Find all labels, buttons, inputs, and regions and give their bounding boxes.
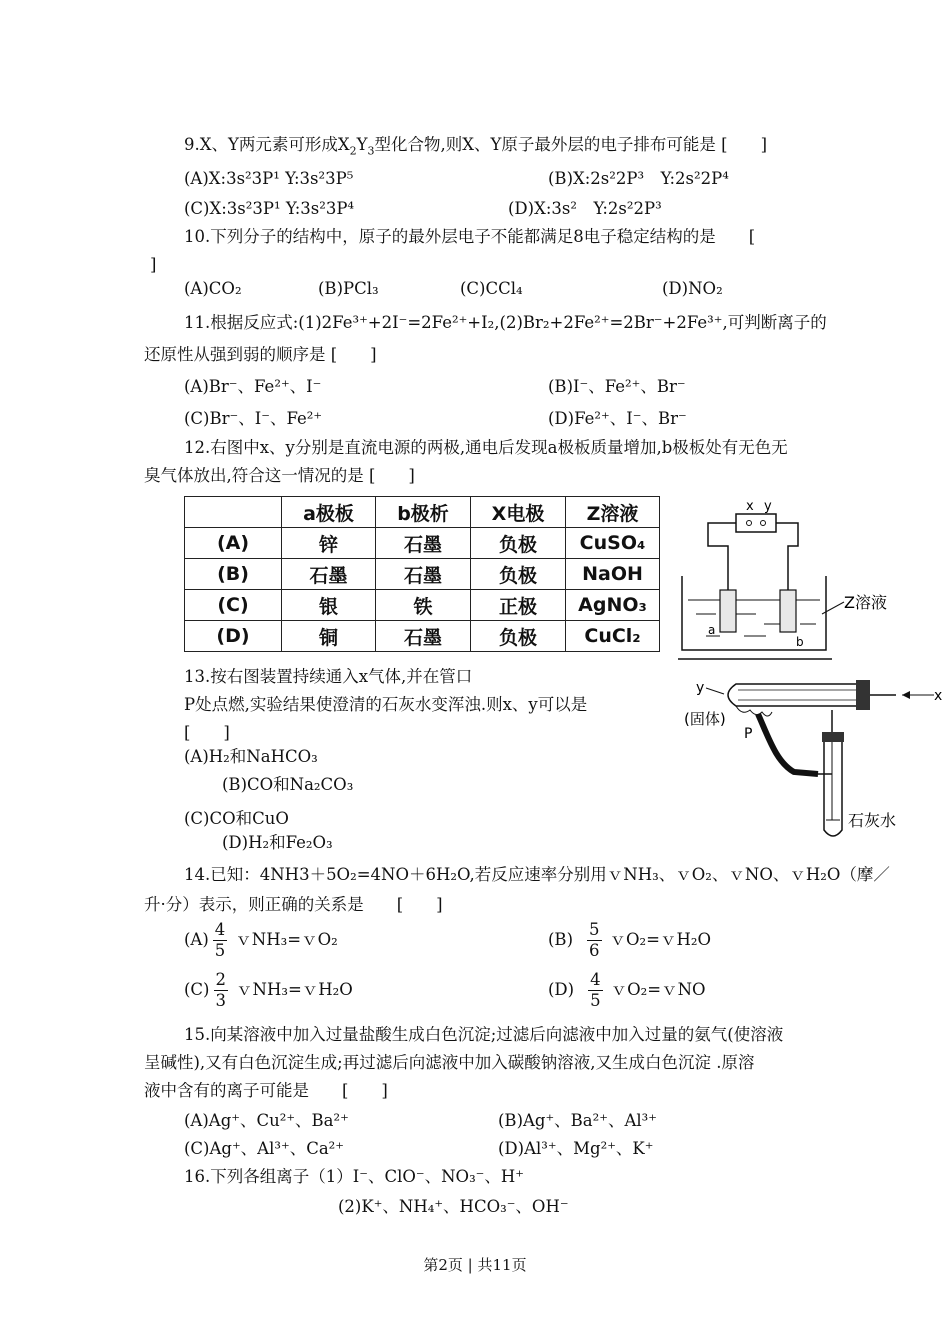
- table-header-cell: [185, 497, 282, 528]
- q9-option-d: (D)X:3s² Y:2s²2P³: [508, 199, 662, 218]
- flame-icon: [736, 706, 772, 716]
- fraction-num: 4: [214, 920, 226, 939]
- q14-c-label: (C): [184, 980, 210, 999]
- q10-option-d: (D)NO₂: [662, 279, 723, 298]
- terminal-icon: [761, 521, 766, 526]
- fig-solid-label: (固体): [684, 710, 726, 728]
- fig-z-label: Z溶液: [844, 593, 887, 612]
- table-cell: (B): [185, 559, 282, 590]
- fraction-den: 6: [589, 941, 600, 960]
- q11-option-b: (B)I⁻、Fe²⁺、Br⁻: [548, 377, 686, 396]
- q10-option-c: (C)CCl₄: [460, 279, 523, 298]
- power-source-box: [736, 514, 776, 532]
- q13-option-a: (A)H₂和NaHCO₃: [184, 747, 318, 766]
- page-footer: 第2页 | 共11页: [423, 1256, 527, 1274]
- q14-option-a: [184, 918, 338, 962]
- fraction: [213, 920, 228, 961]
- arrow-icon: [902, 691, 910, 699]
- q11-option-a: (A)Br⁻、Fe²⁺、I⁻: [184, 377, 322, 396]
- q9-mid: Y: [356, 135, 368, 154]
- fig-a-label: a: [708, 623, 716, 637]
- fraction: [214, 970, 229, 1011]
- table-row: [185, 528, 660, 559]
- q12-line1: 12.右图中x、y分别是直流电源的两极,通电后发现a极板质量增加,b极板处有无色无: [184, 438, 788, 457]
- fraction-den: 3: [215, 991, 226, 1010]
- fig-p-label: P: [744, 726, 753, 742]
- q14-d-text: ｖO₂=ｖNO: [610, 980, 706, 999]
- table-cell: 石墨: [376, 559, 471, 590]
- q16-line2: (2)K⁺、NH₄⁺、HCO₃⁻、OH⁻: [338, 1197, 569, 1216]
- q15-line1: 15.向某溶液中加入过量盐酸生成白色沉淀;过滤后向滤液中加入过量的氨气(使溶液: [184, 1025, 784, 1044]
- q10-bracket-end: ]: [150, 255, 157, 274]
- table-cell: 铁: [376, 590, 471, 621]
- table-header-cell: a极板: [282, 497, 376, 528]
- fig-lime-label: 石灰水: [848, 811, 897, 830]
- q14-option-d: [548, 968, 706, 1012]
- table-header-cell: Z溶液: [566, 497, 660, 528]
- q13-line2: P处点燃,实验结果使澄清的石灰水变浑浊.则x、y可以是: [184, 695, 588, 714]
- table-cell: CuSO₄: [566, 528, 660, 559]
- q9-option-a: (A)X:3s²3P¹ Y:3s²3P⁵: [184, 169, 354, 188]
- q14-option-c: [184, 968, 353, 1012]
- beaker: [682, 576, 826, 650]
- fig-x-label: x: [746, 499, 754, 514]
- table-header-cell: b极析: [376, 497, 471, 528]
- table-cell: 银: [282, 590, 376, 621]
- stopper: [856, 680, 870, 710]
- table-header-row: [185, 497, 660, 528]
- q10-option-a: (A)CO₂: [184, 279, 242, 298]
- q14-b-label: (B): [548, 930, 573, 949]
- q16-line1: 16.下列各组离子（1）I⁻、ClO⁻、NO₃⁻、H⁺: [184, 1167, 524, 1186]
- leader-line: [706, 688, 724, 694]
- table-row: [185, 621, 660, 652]
- fraction-num: 5: [589, 920, 600, 939]
- table-cell: CuCl₂: [566, 621, 660, 652]
- table-row: [185, 590, 660, 621]
- q9-stem-b: 型化合物,则X、Y原子最外层的电子排布可能是 [ ]: [374, 135, 768, 154]
- q14-line1: 14.已知：4NH3＋5O₂=4NO＋6H₂O,若反应速率分别用ｖNH₃、ｖO₂、ｖNO、ｖH₂O（摩／: [184, 865, 890, 884]
- q9-stem-a: 9.X、Y两元素可形成X: [184, 135, 350, 154]
- q11-option-d: (D)Fe²⁺、I⁻、Br⁻: [548, 409, 687, 428]
- table-cell: (C): [185, 590, 282, 621]
- wire-left: [708, 523, 736, 592]
- q15-option-d: (D)Al³⁺、Mg²⁺、K⁺: [498, 1139, 654, 1158]
- table-cell: (D): [185, 621, 282, 652]
- q14-a-label: (A): [184, 930, 209, 949]
- delivery-tube: [758, 714, 818, 774]
- q13-line1: 13.按右图装置持续通入x气体,并在管口: [184, 667, 473, 686]
- table-cell: (A): [185, 528, 282, 559]
- fig-y-label: y: [764, 499, 772, 514]
- electrolysis-diagram: [676, 494, 916, 666]
- q12-line2: 臭气体放出,符合这一情况的是 [ ]: [144, 466, 415, 485]
- table-row: [185, 559, 660, 590]
- q10-stem: 10.下列分子的结构中，原子的最外层电子不能都满足8电子稳定结构的是 [: [184, 227, 756, 246]
- q14-a-text: ｖNH₃=ｖO₂: [235, 930, 338, 949]
- table-cell: NaOH: [566, 559, 660, 590]
- fraction: [587, 920, 602, 961]
- q10-option-b: (B)PCl₃: [318, 279, 379, 298]
- q15-option-b: (B)Ag⁺、Ba²⁺、Al³⁺: [498, 1111, 657, 1130]
- fraction-num: 4: [590, 970, 601, 989]
- fraction: [588, 970, 603, 1011]
- table-cell: 石墨: [282, 559, 376, 590]
- tube-stopper: [822, 732, 844, 742]
- q15-line2: 呈碱性),又有白色沉淀生成;再过滤后向滤液中加入碳酸钠溶液,又生成白色沉淀 .原溶: [144, 1053, 755, 1072]
- q14-option-b: [548, 918, 711, 962]
- q13-option-b: (B)CO和Na₂CO₃: [222, 775, 354, 794]
- q13-option-c: (C)CO和CuO: [184, 809, 289, 828]
- q11-line1: 11.根据反应式:(1)2Fe³⁺+2I⁻=2Fe²⁺+I₂,(2)Br₂+2Fe²⁺=2Br⁻+2Fe³⁺,可判断离子的: [184, 313, 827, 332]
- table-cell: 锌: [282, 528, 376, 559]
- q9-sub1: 2: [349, 144, 357, 158]
- gas-apparatus-diagram: [676, 670, 946, 845]
- table-cell: AgNO₃: [566, 590, 660, 621]
- fraction-den: 5: [214, 941, 226, 960]
- table-cell: 负极: [471, 528, 566, 559]
- q9-option-c: (C)X:3s²3P¹ Y:3s²3P⁴: [184, 199, 355, 218]
- q11-option-c: (C)Br⁻、I⁻、Fe²⁺: [184, 409, 323, 428]
- q14-b-text: ｖO₂=ｖH₂O: [609, 930, 711, 949]
- q15-option-c: (C)Ag⁺、Al³⁺、Ca²⁺: [184, 1139, 344, 1158]
- table-header-cell: X电极: [471, 497, 566, 528]
- q14-c-text: ｖNH₃=ｖH₂O: [236, 980, 353, 999]
- q13-line3: [ ]: [184, 723, 230, 742]
- q14-line2: 升·分）表示，则正确的关系是 [ ]: [144, 895, 443, 914]
- fraction-num: 2: [215, 970, 226, 989]
- q11-line2: 还原性从强到弱的顺序是 [ ]: [144, 345, 377, 364]
- q14-d-label: (D): [548, 980, 575, 999]
- table-cell: 铜: [282, 621, 376, 652]
- table-cell: 负极: [471, 621, 566, 652]
- q9-sub2: 3: [367, 144, 375, 158]
- q15-line3: 液中含有的离子可能是 [ ]: [144, 1081, 388, 1100]
- terminal-icon: [747, 521, 752, 526]
- fig-y-label: y: [696, 680, 705, 696]
- combustion-tube: [728, 684, 866, 706]
- electrode-a: [720, 590, 736, 632]
- q15-option-a: (A)Ag⁺、Cu²⁺、Ba²⁺: [184, 1111, 349, 1130]
- table-cell: 石墨: [376, 528, 471, 559]
- fig-b-label: b: [796, 635, 804, 649]
- table-cell: 负极: [471, 559, 566, 590]
- q9-stem: [184, 134, 767, 156]
- table-cell: 石墨: [376, 621, 471, 652]
- table-cell: 正极: [471, 590, 566, 621]
- q9-option-b: (B)X:2s²2P³ Y:2s²2P⁴: [548, 169, 729, 188]
- q13-option-d: (D)H₂和Fe₂O₃: [222, 833, 333, 852]
- test-tube: [824, 742, 842, 836]
- fraction-den: 5: [590, 991, 601, 1010]
- fig-x-label: x: [934, 688, 943, 704]
- q12-table: [184, 496, 660, 652]
- wire-right: [776, 523, 798, 592]
- electrode-b: [780, 590, 796, 632]
